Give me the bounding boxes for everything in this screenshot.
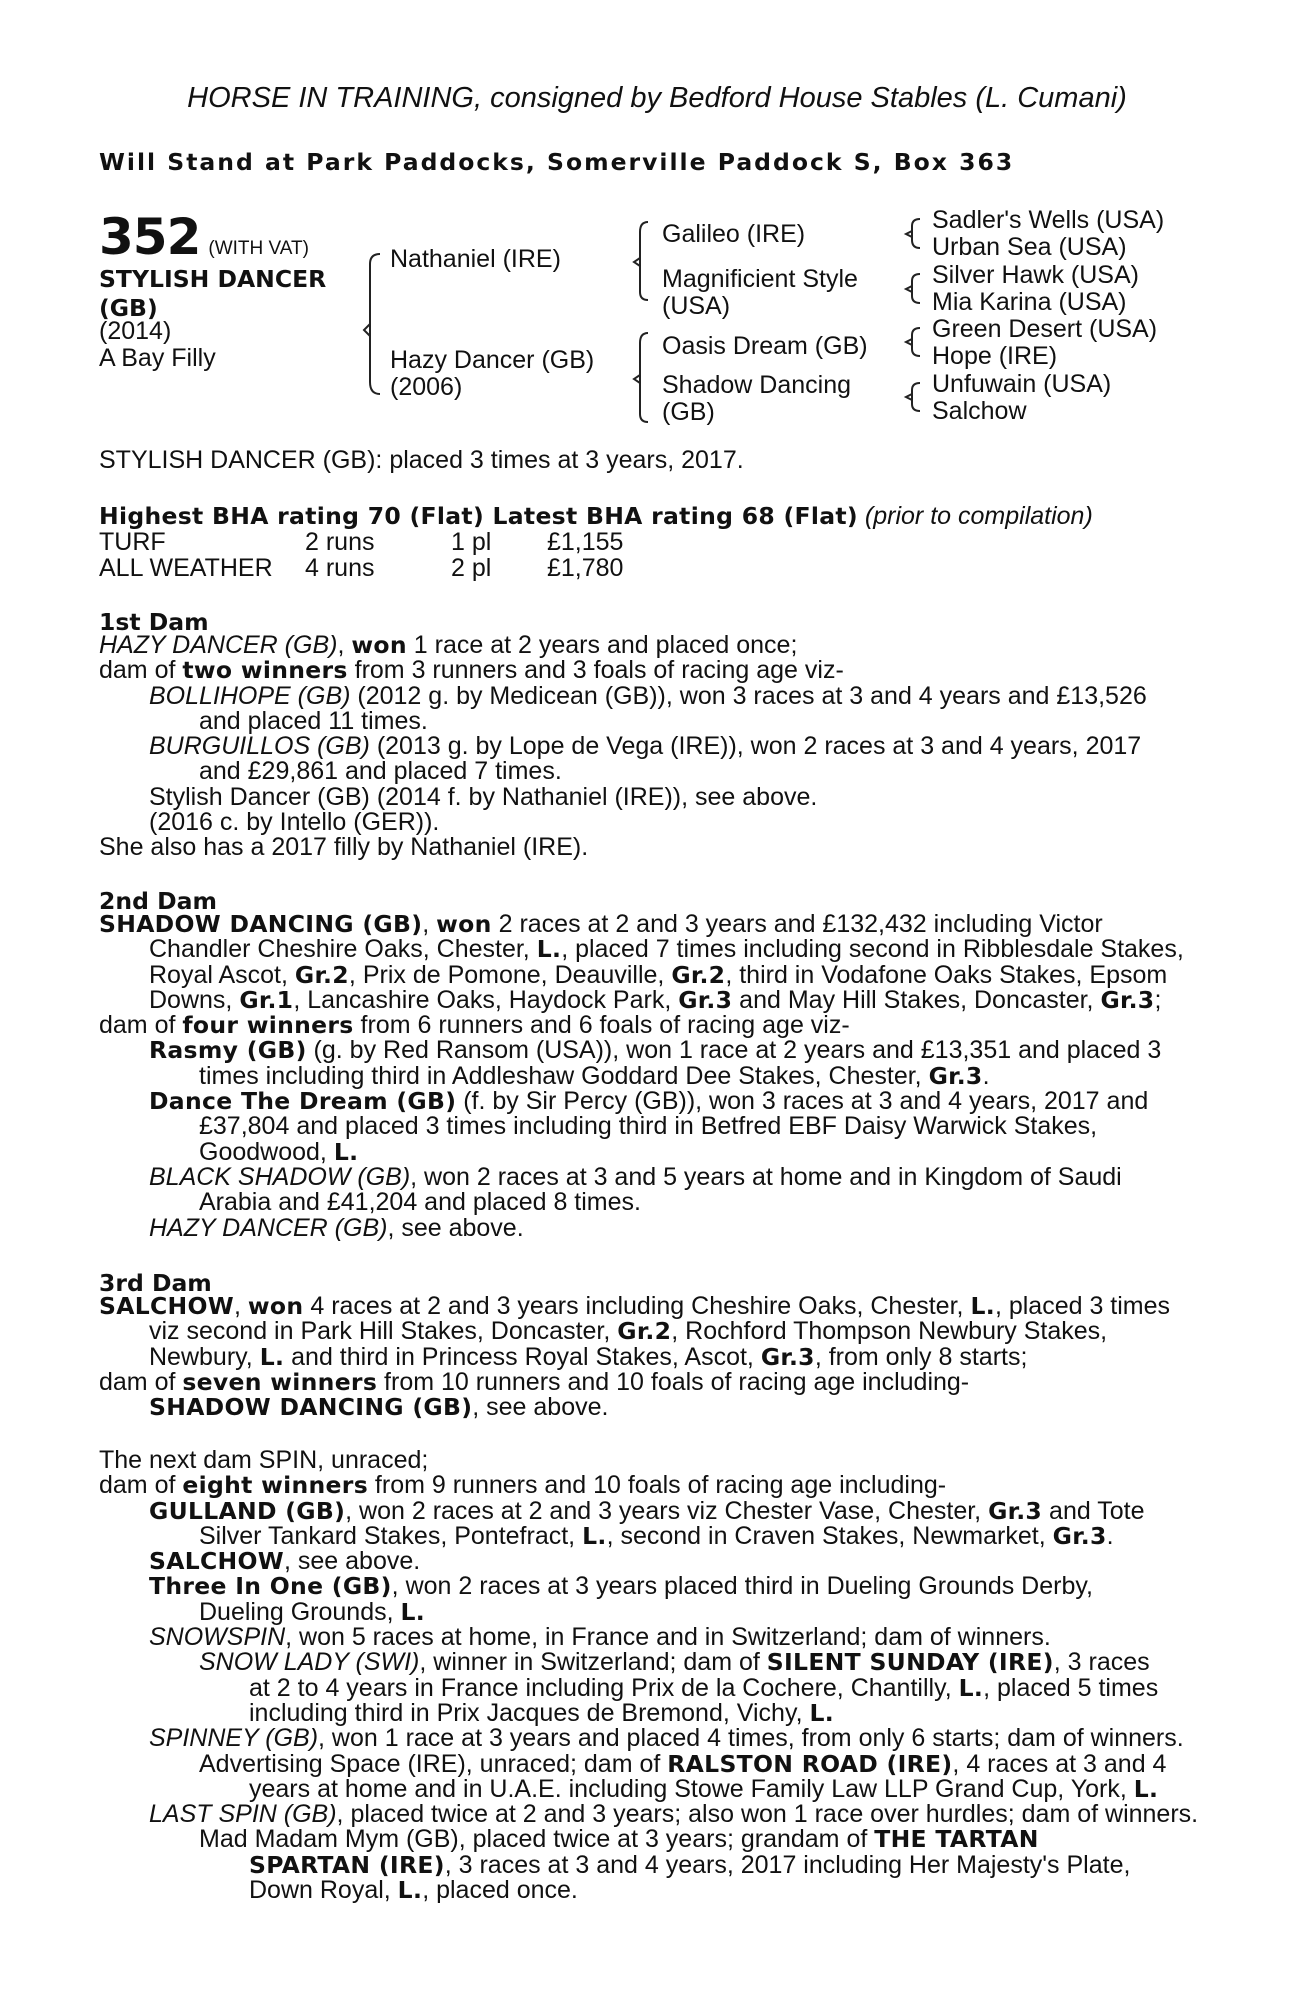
sep: ,	[422, 910, 437, 938]
surface-cell: ALL WEATHER	[99, 554, 273, 582]
grade: Gr.3	[760, 1342, 815, 1371]
text: Royal Ascot,	[149, 960, 295, 989]
ped-dam-dam	[662, 372, 851, 426]
text: Goodwood,	[199, 1137, 334, 1166]
text: ;	[1154, 985, 1162, 1014]
dam2-line2	[99, 937, 1209, 962]
winner-name: THE TARTAN	[874, 1825, 1039, 1854]
grade: L.	[536, 935, 562, 964]
ped-dss: Green Desert (USA)	[932, 315, 1158, 343]
offspring-black-shadow	[99, 1162, 1209, 1191]
ped-sire-dam-line1: Magnificient Style	[662, 265, 858, 293]
won-label: won	[351, 631, 407, 659]
offspring-snowspin	[99, 1625, 1209, 1650]
bracket-dam	[640, 333, 648, 422]
text: times including third in Addleshaw Goddard Dee Stakes, Chester,	[199, 1061, 929, 1090]
ped-dam-dam-line1: Shadow Dancing	[662, 371, 852, 399]
grade: Gr.2	[671, 960, 726, 989]
grade: L.	[397, 1876, 423, 1905]
offspring-dance-the-dream	[99, 1089, 1209, 1114]
bracket-sire	[640, 222, 648, 300]
text: , winner in Switzerland; dam of	[419, 1648, 767, 1677]
text: , 3 races	[1053, 1648, 1150, 1677]
offspring-dance-the-dream-cont2	[99, 1137, 1209, 1166]
won-label: won	[247, 1292, 304, 1320]
dam2-line1	[99, 912, 1209, 937]
winner-name: SILENT SUNDAY (IRE)	[766, 1648, 1054, 1677]
offspring-spinney	[99, 1726, 1209, 1751]
text: , Lancashire Oaks, Haydock Park,	[293, 985, 679, 1014]
text: years at home and in U.A.E. including Stowe Family Law LLP Grand Cup, York,	[249, 1774, 1134, 1803]
offspring-name: SNOW LADY (SWI)	[199, 1648, 420, 1677]
dam-name: HAZY DANCER (GB)	[99, 631, 338, 659]
grade: Gr.2	[294, 960, 349, 989]
stand-location: Will Stand at Park Paddocks, Somerville Paddock S, Box 363	[99, 148, 1015, 176]
offspring-snow-lady-cont2	[99, 1698, 1209, 1727]
text: from 10 runners and 10 foals of racing age including-	[377, 1367, 970, 1396]
text: and third in Princess Royal Stakes, Ascot,	[284, 1342, 761, 1371]
offspring-name: LAST SPIN (GB)	[149, 1800, 337, 1829]
ped-dam-dam-line2: (GB)	[662, 398, 715, 426]
text: , placed 5 times	[983, 1673, 1159, 1702]
horse-name-line1: STYLISH DANCER	[99, 265, 327, 293]
offspring-name: Three In One (GB)	[149, 1572, 392, 1601]
runs-cell: 4 runs	[305, 554, 375, 582]
offspring-mad-madam-mym-cont	[99, 1850, 1209, 1879]
bracket-sire-dam	[370, 254, 380, 394]
text: Dueling Grounds,	[199, 1597, 401, 1626]
offspring-record: (2013 g. by Lope de Vega (IRE)), won 2 races at 3 and 4 years, 2017	[369, 732, 1142, 761]
lot-number: 352	[99, 208, 201, 266]
grade: L.	[333, 1137, 359, 1166]
text: , Prix de Pomone, Deauville,	[348, 960, 672, 989]
ped-sdd: Mia Karina (USA)	[932, 288, 1127, 316]
third-dam-heading: 3rd Dam	[99, 1269, 212, 1297]
text: 4 races at 2 and 3 years including Cheshire Oaks, Chester,	[303, 1292, 971, 1320]
text: dam of	[99, 1471, 183, 1500]
surface-cell: TURF	[99, 528, 166, 556]
dam1-line1	[99, 633, 1209, 658]
first-dam-section	[99, 633, 1209, 861]
offspring-gulland-cont	[99, 1521, 1209, 1550]
placed-cell: 2 pl	[451, 554, 492, 582]
offspring-burguillos	[99, 734, 1209, 759]
won-label: won	[436, 910, 492, 938]
text: , won 5 races at home, in France and in Switzerland; dam of winners.	[285, 1623, 1051, 1652]
dam-name: SHADOW DANCING (GB)	[99, 910, 423, 938]
winners-count: eight winners	[182, 1471, 368, 1500]
offspring-rasmy-cont	[99, 1061, 1209, 1090]
text: and Tote	[1042, 1496, 1145, 1525]
offspring-rasmy	[99, 1038, 1209, 1063]
text: , won 2 races at 3 and 5 years at home and in Kingdom of Saudi	[410, 1162, 1122, 1191]
ped-dds: Unfuwain (USA)	[932, 370, 1112, 398]
offspring-advertising-space	[99, 1749, 1209, 1778]
bracket-ss	[912, 219, 920, 248]
winners-count: four winners	[182, 1011, 354, 1040]
text: Downs,	[149, 985, 240, 1014]
ped-sss: Sadler's Wells (USA)	[932, 206, 1165, 234]
dam1-line2	[99, 658, 1209, 683]
dam2-line5	[99, 1013, 1209, 1038]
grade: Gr.3	[1052, 1521, 1107, 1550]
placed-cell: 1 pl	[451, 528, 492, 556]
offspring-gulland	[99, 1496, 1209, 1525]
prize-cell: £1,780	[547, 554, 624, 582]
grade: Gr.3	[928, 1061, 983, 1090]
text: , see above.	[387, 1213, 524, 1242]
text: Chandler Cheshire Oaks, Chester,	[149, 935, 537, 964]
second-dam-section	[99, 912, 1209, 1241]
offspring-name: Rasmy (GB)	[149, 1036, 307, 1065]
horse-name-line2: (GB)	[99, 294, 158, 322]
ratings-note: (prior to compilation)	[864, 502, 1093, 530]
text: , second in Craven Stakes, Newmarket,	[606, 1521, 1053, 1550]
dam-name: SALCHOW	[99, 1292, 234, 1320]
ped-dam-sire: Oasis Dream (GB)	[662, 332, 868, 360]
offspring-name: HAZY DANCER (GB)	[149, 1213, 388, 1242]
winners-count: seven winners	[182, 1367, 378, 1396]
grade: Gr.1	[239, 985, 294, 1014]
text: , won 1 race at 3 years and placed 4 times, from only 6 starts; dam of winners.	[318, 1724, 1184, 1753]
ped-sire-dam-line2: (USA)	[662, 292, 731, 320]
offspring-salchow	[99, 1549, 1209, 1574]
text: .	[982, 1061, 990, 1090]
text: , from only 8 starts;	[814, 1342, 1028, 1371]
grade: L.	[259, 1342, 285, 1371]
ped-dam	[390, 347, 594, 401]
grade: L.	[970, 1292, 995, 1320]
offspring-black-shadow-cont: Arabia and £41,204 and placed 8 times.	[199, 1188, 641, 1217]
text: Down Royal,	[249, 1876, 398, 1905]
next-line1: The next dam SPIN, unraced;	[99, 1446, 429, 1474]
text: at 2 to 4 years in France including Prix de la Cochere, Chantilly,	[249, 1673, 959, 1702]
next-line2	[99, 1473, 1209, 1498]
offspring-name: SNOWSPIN	[149, 1623, 286, 1652]
sep: ,	[234, 1292, 248, 1320]
third-dam-section	[99, 1294, 1209, 1420]
offspring-last-spin	[99, 1802, 1209, 1827]
offspring-2016-colt: (2016 c. by Intello (GER)).	[149, 808, 440, 837]
vat-note: (WITH VAT)	[208, 238, 309, 259]
text: dam of	[99, 1367, 183, 1396]
ratings-row-turf	[99, 530, 699, 556]
text: and May Hill Stakes, Doncaster,	[732, 985, 1101, 1014]
text: Silver Tankard Stakes, Pontefract,	[199, 1521, 583, 1550]
foaling-year: (2014)	[99, 317, 172, 345]
text: , Rochford Thompson Newbury Stakes,	[671, 1317, 1108, 1346]
ped-dam-line2: (2006)	[390, 373, 463, 401]
grade: Gr.2	[617, 1317, 672, 1346]
winners-count: two winners	[182, 656, 348, 685]
winner-name: RALSTON ROAD (IRE)	[667, 1749, 953, 1778]
text: , see above.	[472, 1393, 609, 1422]
dam2-line4	[99, 985, 1209, 1014]
offspring-mad-madam-mym	[99, 1827, 1209, 1852]
text: , third in Vodafone Oaks Stakes, Epsom	[725, 960, 1168, 989]
offspring-record: (2012 g. by Medicean (GB)), won 3 races at 3 and 4 years and £13,526	[350, 681, 1147, 710]
text: , placed 3 times	[994, 1292, 1171, 1320]
text: (g. by Red Ransom (USA)), won 1 race at 2 years and £13,351 and placed 3	[306, 1036, 1162, 1065]
text: viz second in Park Hill Stakes, Doncaster,	[149, 1317, 618, 1346]
text: Mad Madam Mym (GB), placed twice at 3 years; grandam of	[199, 1825, 875, 1854]
text: , won 2 races at 2 and 3 years viz Chester Vase, Chester,	[345, 1496, 989, 1525]
race-summary: STYLISH DANCER (GB): placed 3 times at 3 years, 2017.	[99, 446, 744, 474]
grade: Gr.3	[1100, 985, 1155, 1014]
text: from 9 runners and 10 foals of racing age including-	[367, 1471, 947, 1500]
ped-sire-sire: Galileo (IRE)	[662, 220, 806, 248]
dam-record: 1 race at 2 years and placed once;	[406, 631, 798, 659]
ped-sds: Silver Hawk (USA)	[932, 261, 1139, 289]
ratings-row-allweather	[99, 556, 699, 582]
bracket-ds	[912, 328, 920, 356]
ped-sire: Nathaniel (IRE)	[390, 245, 561, 273]
text: , 3 races at 3 and 4 years, 2017 including Her Majesty's Plate,	[444, 1850, 1131, 1879]
ped-ssd: Urban Sea (USA)	[932, 233, 1127, 261]
grade: Gr.3	[988, 1496, 1043, 1525]
dam1-note: She also has a 2017 filly by Nathaniel (IRE).	[99, 833, 589, 862]
offspring-three-in-one	[99, 1574, 1209, 1599]
offspring-name: GULLAND (GB)	[149, 1496, 346, 1525]
winner-name: SPARTAN (IRE)	[249, 1850, 445, 1879]
bracket-dd	[912, 383, 920, 411]
sep: ,	[337, 631, 352, 659]
offspring-dance-the-dream-cont: £37,804 and placed 3 times including third in Betfred EBF Daisy Warwick Stakes,	[199, 1112, 1098, 1141]
offspring-name: BOLLIHOPE (GB)	[149, 681, 351, 710]
grade: L.	[400, 1597, 426, 1626]
ped-dsd: Hope (IRE)	[932, 342, 1058, 370]
ped-ddd: Salchow	[932, 397, 1027, 425]
bracket-sd	[912, 274, 920, 303]
dam2-line3	[99, 960, 1209, 989]
text: 2 races at 2 and 3 years and £132,432 including Victor	[491, 910, 1103, 938]
offspring-advertising-space-cont	[99, 1774, 1209, 1803]
text: , won 2 races at 3 years placed third in Dueling Grounds Derby,	[391, 1572, 1093, 1601]
offspring-name: Dance The Dream (GB)	[149, 1087, 457, 1116]
dam3-line2	[99, 1319, 1209, 1344]
offspring-name: SHADOW DANCING (GB)	[149, 1393, 473, 1422]
offspring-mad-madam-mym-cont2	[99, 1878, 1209, 1903]
grade: L.	[958, 1673, 984, 1702]
text: Advertising Space (IRE), unraced; dam of	[199, 1749, 668, 1778]
offspring-name: SPINNEY (GB)	[149, 1724, 319, 1753]
first-dam-heading: 1st Dam	[99, 608, 209, 636]
offspring-stylish-dancer: Stylish Dancer (GB) (2014 f. by Nathaniel (IRE)), see above.	[149, 782, 818, 811]
dam3-line1	[99, 1294, 1209, 1319]
dam3-line4	[99, 1367, 1209, 1396]
text: (f. by Sir Percy (GB)), won 3 races at 3 and 4 years, 2017 and	[456, 1087, 1149, 1116]
ratings-table	[99, 530, 699, 582]
second-dam-heading: 2nd Dam	[99, 887, 217, 915]
text: , placed once.	[422, 1876, 578, 1905]
offspring-name: BURGUILLOS (GB)	[149, 732, 370, 761]
text: including third in Prix Jacques de Bremond, Vichy,	[249, 1698, 810, 1727]
ratings-line	[99, 504, 1093, 529]
consignor-heading: HORSE IN TRAINING, consigned by Bedford House Stables (L. Cumani)	[187, 82, 1127, 114]
text: .	[1106, 1521, 1114, 1550]
text: , placed twice at 2 and 3 years; also won 1 race over hurdles; dam of winners.	[336, 1800, 1199, 1829]
offspring-name: SALCHOW	[149, 1547, 284, 1576]
offspring-hazy-dancer	[99, 1213, 1209, 1242]
text: Newbury,	[149, 1342, 260, 1371]
bha-ratings: Highest BHA rating 70 (Flat) Latest BHA rating 68 (Flat)	[99, 502, 858, 530]
text: , 4 races at 3 and 4	[952, 1749, 1167, 1778]
offspring-three-in-one-cont	[99, 1597, 1209, 1626]
grade: L.	[582, 1521, 607, 1550]
horse-description: A Bay Filly	[99, 344, 216, 372]
next-dam-section	[99, 1448, 1209, 1903]
offspring-burguillos-cont: and £29,861 and placed 7 times.	[199, 757, 562, 786]
offspring-bollihope	[99, 681, 1209, 710]
ped-dam-line1: Hazy Dancer (GB)	[390, 346, 595, 374]
grade: L.	[809, 1698, 834, 1727]
text: , placed 7 times including second in Ribblesdale Stakes,	[561, 935, 1184, 964]
runs-cell: 2 runs	[305, 528, 375, 556]
offspring-shadow-dancing	[99, 1395, 1209, 1420]
text: , see above.	[284, 1547, 421, 1576]
ped-sire-dam	[662, 266, 858, 320]
text: from 6 runners and 6 foals of racing age viz-	[353, 1011, 850, 1040]
offspring-name: BLACK SHADOW (GB)	[149, 1162, 411, 1191]
text: dam of	[99, 1011, 183, 1040]
runners-info: from 3 runners and 3 foals of racing age viz-	[347, 656, 844, 685]
dam3-line3	[99, 1342, 1209, 1371]
prize-cell: £1,155	[547, 528, 624, 556]
offspring-bollihope-cont: and placed 11 times.	[199, 706, 428, 735]
grade: L.	[1133, 1774, 1159, 1803]
dam-of: dam of	[99, 656, 183, 685]
offspring-snow-lady-cont	[99, 1673, 1209, 1702]
grade: Gr.3	[678, 985, 733, 1014]
offspring-snow-lady	[99, 1650, 1209, 1675]
